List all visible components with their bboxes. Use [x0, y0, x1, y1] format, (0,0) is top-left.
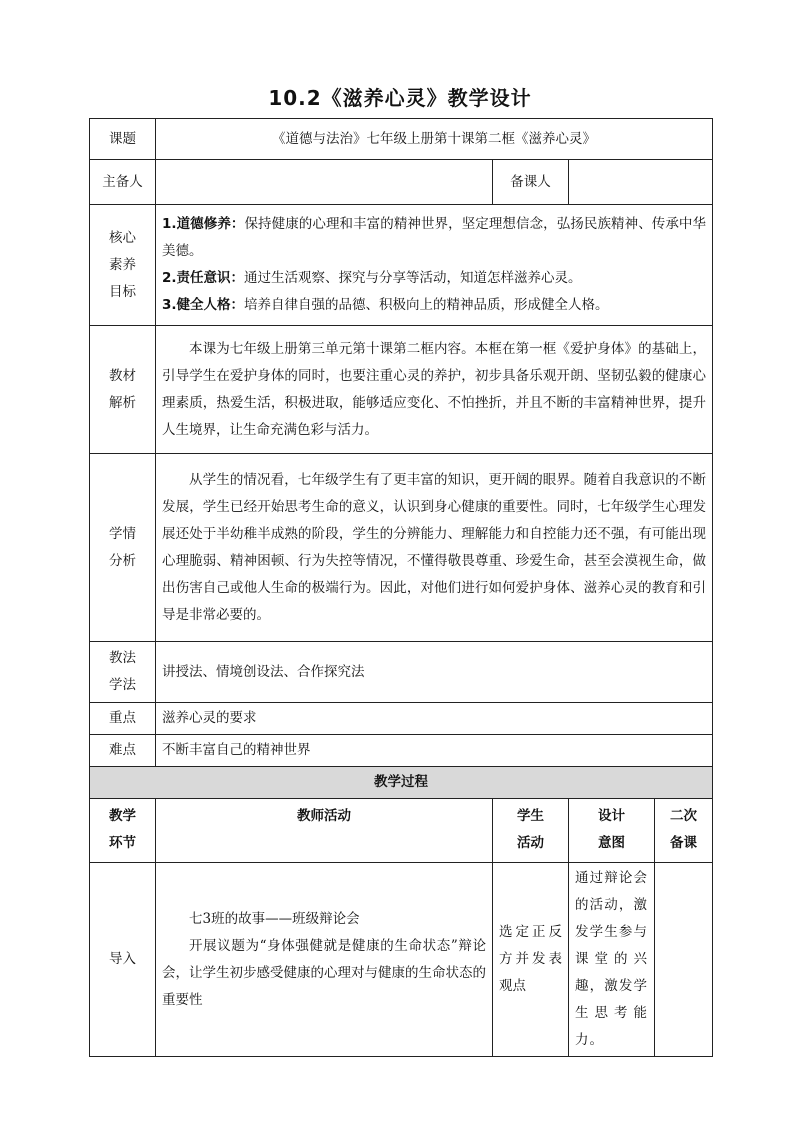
student-header-line: 活动 — [517, 835, 544, 851]
goal-key: 3.健全人格： — [162, 297, 245, 313]
goal-text: 培养自律自强的品德、积极向上的精神品质，形成健全人格。 — [244, 297, 609, 313]
goal-text: 保持健康的心理和丰富的精神世界，坚定理想信念，弘扬民族精神、传承中华美德。 — [162, 216, 706, 259]
methods-label — [90, 642, 156, 703]
students-label — [90, 454, 156, 642]
topic-value: 《道德与法治》七年级上册第十课第二框《滋养心灵》 — [156, 119, 713, 160]
methods-value: 讲授法、情境创设法、合作探究法 — [156, 642, 713, 703]
teacher-activity-text: 开展议题为“身体强健就是健康的生命状态”辩论会，让学生初步感受健康的心理对与健康的生命状态的重要性 — [162, 937, 486, 1008]
topic-label: 课题 — [90, 119, 156, 160]
student-header-line: 学生 — [517, 808, 544, 824]
second-header-line: 二次 — [670, 808, 697, 824]
second-header — [655, 799, 713, 863]
lesson-plan-grid — [89, 118, 713, 1057]
textbook-label — [90, 326, 156, 454]
student-header — [493, 799, 569, 863]
methods-label-line: 教法 — [109, 650, 136, 666]
key-point-label: 重点 — [90, 703, 156, 735]
teacher-activity — [156, 863, 493, 1057]
methods-label-line: 学法 — [109, 677, 136, 693]
goal-item — [162, 211, 706, 265]
students-label-line: 学情 — [109, 525, 136, 542]
students-analysis: 从学生的情况看，七年级学生有了更丰富的知识，更开阔的眼界。随着自我意识的不断发展，学生已经开始思考生命的意义，认识到身心健康的重要性。同时，七年级学生心理发展还处于半幼稚半成熟的阶段，学生的分辨能力、理解能力和自控能力还不强，有可能出现心理脆弱、精神困顿、行为失控等情况，不懂得敬畏尊重、珍爱生命，甚至会漠视生命，做出伤害自己或他人生命的极端行为。因此，对他们进行如何爱护身体、滋养心灵的教育和引导是非常必要的。 — [156, 454, 713, 642]
key-point-value: 滋养心灵的要求 — [156, 703, 713, 735]
goal-key: 1.道德修养： — [162, 216, 245, 232]
preparer-value — [156, 160, 493, 205]
co-preparer-label: 备课人 — [493, 160, 569, 205]
teacher-header: 教师活动 — [156, 799, 493, 863]
design-header-line: 设计 — [598, 808, 625, 824]
co-preparer-value — [569, 160, 713, 205]
design-header — [569, 799, 655, 863]
design-header-line: 意图 — [598, 835, 625, 851]
goals-content — [156, 205, 713, 326]
textbook-analysis: 本课为七年级上册第三单元第十课第二框内容。本框在第一框《爱护身体》的基础上，引导学生在爱护身体的同时，也要注重心灵的养护，初步具备乐观开朗、坚韧弘毅的健康心理素质，热爱生活，积极进取，能够适应变化、不怕挫折，并且不断的丰富精神世界，提升人生境界，让生命充满色彩与活力。 — [156, 326, 713, 454]
textbook-label-line: 解析 — [109, 394, 136, 411]
textbook-label-line: 教材 — [109, 367, 136, 384]
stage-header-line: 教学 — [109, 808, 136, 824]
goal-item — [162, 292, 706, 319]
goal-item — [162, 265, 706, 292]
second-prep — [655, 863, 713, 1057]
goals-label-line: 目标 — [109, 283, 136, 300]
student-activity: 选定正反方并发表观点 — [493, 863, 569, 1057]
goals-label — [90, 205, 156, 326]
table-row — [90, 863, 713, 1057]
students-label-line: 分析 — [109, 552, 136, 569]
goals-label-line: 素养 — [109, 256, 136, 273]
page-title: 10.2《滋养心灵》教学设计 — [268, 86, 532, 110]
goal-key: 2.责任意识： — [162, 270, 245, 286]
goals-label-line: 核心 — [109, 229, 136, 246]
preparer-label: 主备人 — [90, 160, 156, 205]
stage-header — [90, 799, 156, 863]
stage-cell: 导入 — [90, 863, 156, 1057]
difficulty-label: 难点 — [90, 735, 156, 767]
design-intent: 通过辩论会的活动，激发学生参与课堂的兴趣，激发学生思考能力。 — [569, 863, 655, 1057]
difficulty-value: 不断丰富自己的精神世界 — [156, 735, 713, 767]
stage-header-line: 环节 — [109, 835, 136, 851]
second-header-line: 备课 — [670, 835, 697, 851]
teacher-activity-title: 七3班的故事——班级辩论会 — [189, 910, 360, 927]
process-section-title: 教学过程 — [90, 767, 713, 799]
goal-text: 通过生活观察、探究与分享等活动，知道怎样滋养心灵。 — [244, 270, 582, 286]
